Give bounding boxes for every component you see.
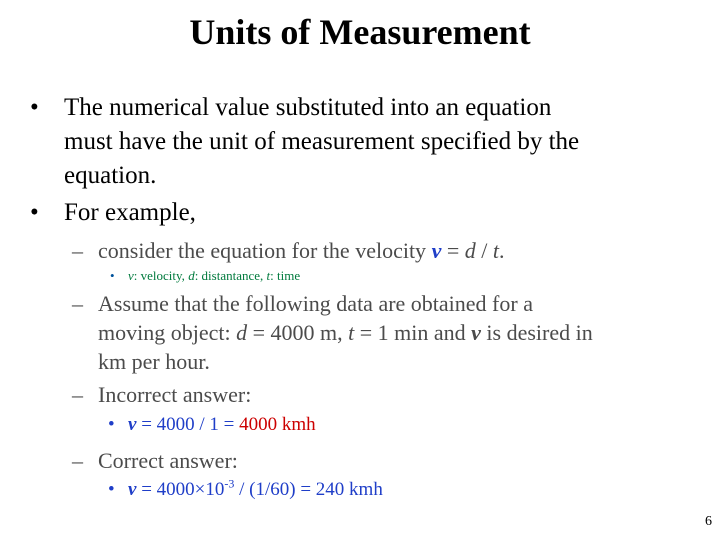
- dash-marker: –: [72, 238, 83, 263]
- sub1-slash: /: [475, 238, 493, 263]
- var-t: t: [492, 238, 499, 263]
- note-v: v: [128, 268, 134, 283]
- page-number: 6: [705, 514, 712, 529]
- dash-marker: –: [72, 291, 83, 316]
- sub3-text: Incorrect answer:: [98, 382, 252, 407]
- sub2-line3: km per hour.: [98, 349, 210, 374]
- correct-expr1: = 4000×10: [136, 479, 225, 500]
- var-v: v: [431, 238, 442, 263]
- correct-formula: [128, 478, 383, 502]
- sub2-line2: [98, 318, 698, 347]
- note-t: t: [266, 268, 271, 283]
- sub1-eq: =: [441, 238, 465, 263]
- sub2-b: = 4000 m,: [247, 320, 349, 345]
- correct-exponent: -3: [224, 476, 235, 491]
- note-t3: : time: [270, 268, 301, 283]
- var-d: d: [464, 238, 476, 263]
- bullet2-text: For example,: [64, 199, 196, 226]
- note-t1: : velocity,: [133, 268, 189, 283]
- correct-expr2: / (1/60) = 240 kmh: [234, 479, 383, 500]
- note-t2: : distantance,: [194, 268, 267, 283]
- var-t: t: [348, 320, 355, 345]
- sub1-plain: consider the equation for the velocity: [98, 238, 432, 263]
- var-d: d: [236, 320, 248, 345]
- bullet-dot: •: [30, 199, 39, 226]
- bullet-dot: •: [108, 414, 115, 435]
- bullet1-line1: The numerical value substituted into an equation: [64, 94, 552, 121]
- note-d: d: [188, 268, 195, 283]
- var-v: v: [471, 320, 481, 345]
- incorrect-result: 4000 kmh: [239, 414, 316, 435]
- var-v: v: [128, 479, 137, 500]
- sub4-text: Correct answer:: [98, 448, 238, 473]
- sub2-c: = 1 min and: [354, 320, 472, 345]
- note-dot: •: [110, 268, 115, 283]
- sub1-text: [98, 236, 698, 265]
- slide-title: Units of Measurement: [189, 12, 531, 52]
- var-v: v: [128, 414, 137, 435]
- sub2-d2: is desired in: [480, 320, 593, 345]
- sub2-a: moving object:: [98, 320, 237, 345]
- incorrect-expr: = 4000 / 1 =: [136, 414, 240, 435]
- dash-marker: –: [72, 448, 83, 473]
- bullet-dot: •: [108, 479, 115, 500]
- bullet1-line3: equation.: [64, 162, 157, 189]
- bullet1-line2: must have the unit of measurement specified by the: [64, 128, 580, 155]
- note-text: [128, 268, 300, 284]
- dash-marker: –: [72, 382, 83, 407]
- bullet-dot: •: [30, 94, 39, 121]
- incorrect-formula: [128, 413, 316, 437]
- sub2-line1: Assume that the following data are obtained for a: [98, 291, 533, 316]
- sub1-end: .: [499, 238, 505, 263]
